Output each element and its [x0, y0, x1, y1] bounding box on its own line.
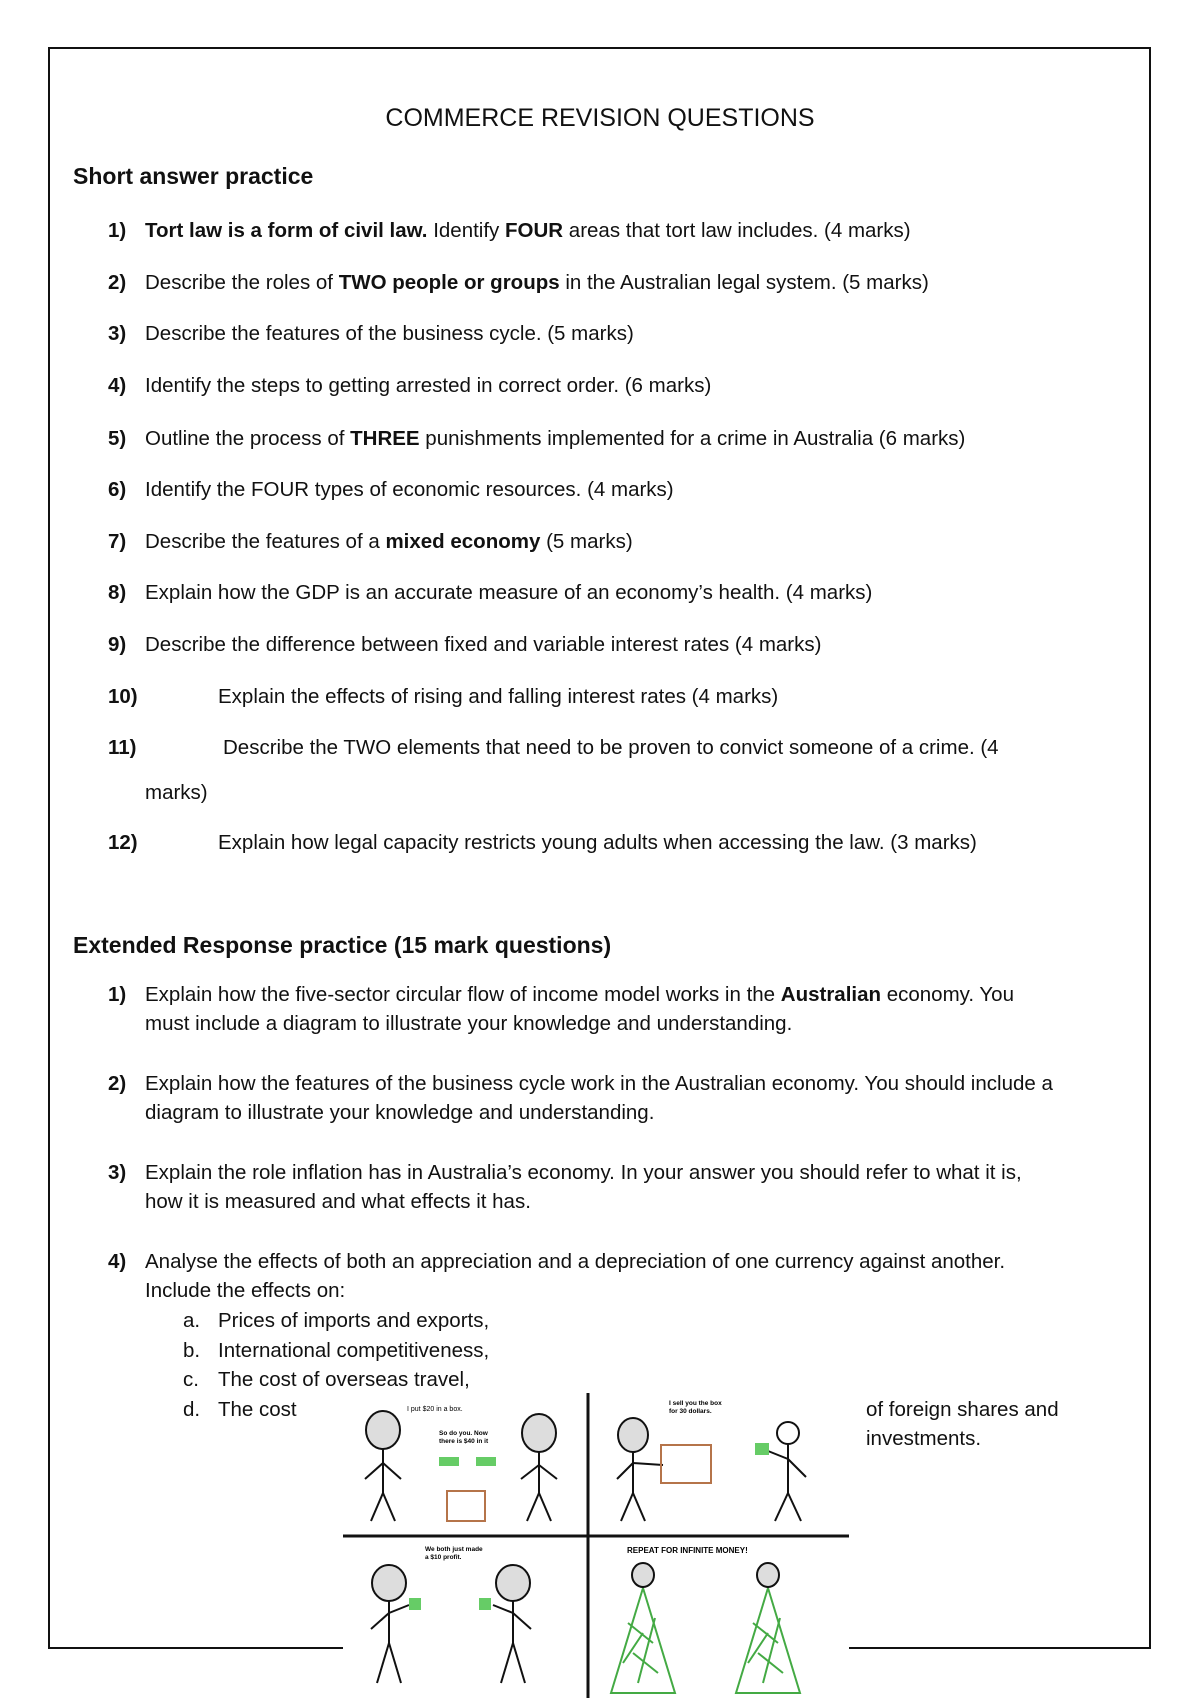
question-number: 3) [108, 1161, 127, 1184]
question-text: Analyse the effects of both an appreciation and a depreciation of one currency against another. [145, 1250, 1006, 1273]
money-icon [409, 1598, 421, 1610]
sub-item-text: Prices of imports and exports, [218, 1309, 490, 1332]
troll-comic-image [343, 1393, 849, 1698]
sub-item-tail-text: of foreign shares and [866, 1398, 1059, 1421]
question-text: Outline the process of THREE punishments implemented for a crime in Australia (6 marks) [145, 427, 966, 450]
question-text-line2: must include a diagram to illustrate your knowledge and understanding. [145, 1012, 793, 1035]
sub-item-tail-text: investments. [866, 1427, 982, 1450]
question-text-line2: how it is measured and what effects it has. [145, 1190, 531, 1213]
question-text-line2: Include the effects on: [145, 1279, 346, 1302]
question-text: Explain the effects of rising and falling interest rates (4 marks) [218, 685, 779, 708]
question-text: Explain how the GDP is an accurate measure of an economy’s health. (4 marks) [145, 581, 873, 604]
question-text: Identify the steps to getting arrested in correct order. (6 marks) [145, 374, 712, 397]
comic-caption: for 30 dollars. [669, 1408, 712, 1415]
question-number: 10) [108, 685, 138, 708]
sub-item-text: International competitiveness, [218, 1339, 490, 1362]
question-number: 4) [108, 1250, 127, 1273]
comic-caption: I put $20 in a box. [407, 1406, 463, 1413]
question-number: 4) [108, 374, 127, 397]
question-number: 9) [108, 633, 127, 656]
question-text: Describe the features of the business cycle. (5 marks) [145, 322, 634, 345]
question-number: 2) [108, 1072, 127, 1095]
comic-caption: REPEAT FOR INFINITE MONEY! [627, 1546, 748, 1555]
question-text: Describe the roles of TWO people or groups in the Australian legal system. (5 marks) [145, 271, 929, 294]
sub-item-letter: b. [183, 1339, 201, 1362]
question-text: Explain the role inflation has in Australia’s economy. In your answer you should refer to what it is, [145, 1161, 1022, 1184]
question-text: Identify the FOUR types of economic resources. (4 marks) [145, 478, 674, 501]
question-number: 12) [108, 831, 138, 854]
extended-response-heading: Extended Response practice (15 mark questions) [73, 932, 612, 958]
comic-caption: We both just made [425, 1546, 483, 1553]
money-icon [755, 1443, 769, 1455]
question-text-continued: marks) [145, 781, 208, 804]
sub-item-letter: d. [183, 1398, 201, 1421]
question-number: 6) [108, 478, 127, 501]
money-icon [439, 1457, 459, 1466]
question-text-line2: diagram to illustrate your knowledge and understanding. [145, 1101, 655, 1124]
question-number: 7) [108, 530, 127, 553]
question-text: Describe the difference between fixed and variable interest rates (4 marks) [145, 633, 822, 656]
sub-item-letter: c. [183, 1368, 199, 1391]
short-answer-heading: Short answer practice [73, 163, 314, 189]
page-title: COMMERCE REVISION QUESTIONS [385, 104, 815, 132]
question-text: Explain how the features of the business cycle work in the Australian economy. You should include a [145, 1072, 1053, 1095]
comic-caption: I sell you the box [669, 1400, 722, 1407]
money-icon [479, 1598, 491, 1610]
question-number: 8) [108, 581, 127, 604]
comic-caption: a $10 profit. [425, 1554, 462, 1561]
question-text: Describe the features of a mixed economy (5 marks) [145, 530, 633, 553]
sub-item-text: The cost of overseas travel, [218, 1368, 470, 1391]
comic-caption: there is $40 in it [439, 1438, 489, 1445]
question-text: Tort law is a form of civil law. Identify FOUR areas that tort law includes. (4 marks) [145, 219, 911, 242]
comic-caption: So do you. Now [439, 1430, 488, 1437]
question-number: 1) [108, 983, 127, 1006]
money-icon [476, 1457, 496, 1466]
question-text: Explain how legal capacity restricts young adults when accessing the law. (3 marks) [218, 831, 977, 854]
question-number: 5) [108, 427, 127, 450]
question-number: 11) [108, 736, 137, 759]
sub-item-text: The cost [218, 1398, 297, 1421]
question-text: Describe the TWO elements that need to be proven to convict someone of a crime. (4 [223, 736, 999, 759]
question-number: 3) [108, 322, 127, 345]
question-number: 1) [108, 219, 127, 242]
sub-item-letter: a. [183, 1309, 201, 1332]
question-number: 2) [108, 271, 127, 294]
question-text: Explain how the five-sector circular flow of income model works in the Australian economy. You [145, 983, 1014, 1006]
